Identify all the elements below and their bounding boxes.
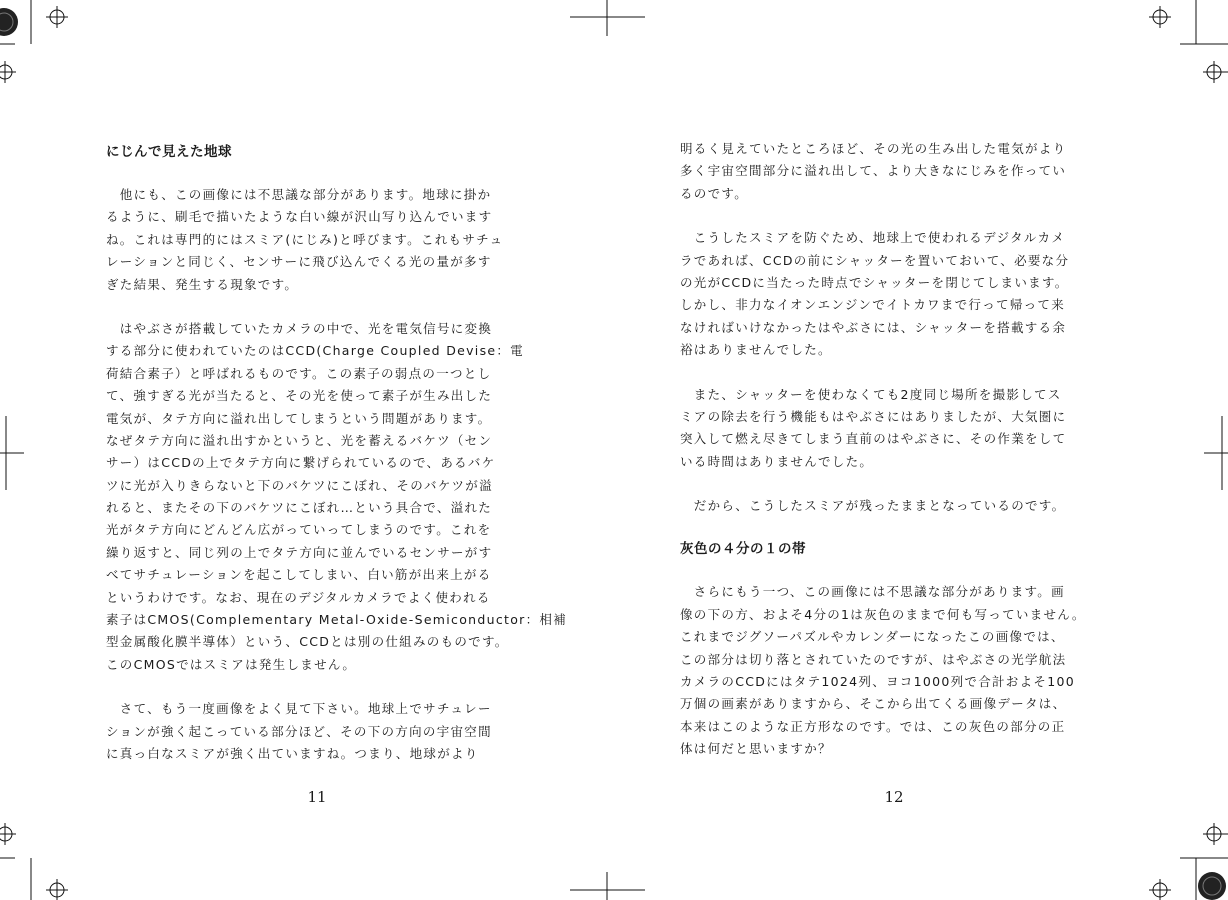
text-line: このCMOSではスミアは発生しません。 xyxy=(106,656,357,672)
text-line: 多く宇宙空間部分に溢れ出して、より大きなにじみを作ってい xyxy=(680,163,1067,179)
text-line: べてサチュレーションを起こしてしまい、白い筋が出来上がる xyxy=(106,567,492,583)
text-line: だから、こうしたスミアが残ったままとなっているのです。 xyxy=(680,498,1066,514)
section-heading-smear: にじんで見えた地球 xyxy=(106,144,232,160)
text-line: 繰り返すと、同じ列の上でタテ方向に並んでいるセンサーがす xyxy=(106,544,493,560)
left-page xyxy=(106,138,568,765)
text-line: て、強すぎる光が当たると、その光を使って素子が生み出した xyxy=(106,388,493,404)
text-line: 突入して燃え尽きてしまう直前のはやぶさに、その作業をして xyxy=(680,431,1067,447)
right-page-body-bottom xyxy=(680,581,1120,760)
paragraph xyxy=(680,581,1120,760)
text-line: ミアの除去を行う機能もはやぶさにはありましたが、大気圏に xyxy=(680,408,1067,424)
text-line: ツに光が入りきらないと下のバケツにこぼれ、そのバケツが溢 xyxy=(106,477,493,493)
text-line: 本来はこのような正方形なのです。では、この灰色の部分の正 xyxy=(680,718,1066,734)
text-line: 体は何だと思いますか？ xyxy=(680,741,832,757)
text-line: なぜタテ方向に溢れ出すかというと、光を蓄えるバケツ（セン xyxy=(106,432,493,448)
text-line: しかし、非力なイオンエンジンでイトカワまで行って帰って来 xyxy=(680,297,1066,313)
text-line: レーションと同じく、センサーに飛び込んでくる光の量が多す xyxy=(106,254,492,270)
text-line: ラであれば、CCDの前にシャッターを置いておいて、必要な分 xyxy=(680,252,1070,268)
text-line: 裕はありませんでした。 xyxy=(680,342,832,358)
page-number-left: 11 xyxy=(307,788,327,806)
paragraph xyxy=(680,495,1120,517)
text-line: 電気が、タテ方向に溢れ出してしまうという問題があります。 xyxy=(106,410,492,426)
text-line: 型金属酸化膜半導体）という、CCDとは別の仕組みのものです。 xyxy=(106,634,509,650)
paragraph xyxy=(680,138,1120,205)
text-line: 他にも、この画像には不思議な部分があります。地球に掛か xyxy=(106,187,492,202)
text-line: この部分は切り落とされていたのですが、はやぶさの光学航法 xyxy=(680,651,1067,667)
right-page xyxy=(680,138,1120,761)
text-line: に真っ白なスミアが強く出ていますね。つまり、地球がより xyxy=(106,745,479,761)
text-line: さらにもう一つ、この画像には不思議な部分があります。画 xyxy=(680,584,1065,600)
text-line: いる時間はありませんでした。 xyxy=(680,453,874,469)
text-line: るのです。 xyxy=(680,185,749,201)
text-line: これまでジグソーパズルやカレンダーになったこの画像では、 xyxy=(680,629,1065,645)
text-line: というわけです。なお、現在のデジタルカメラでよく使われる xyxy=(106,589,491,605)
text-line: 荷結合素子）と呼ばれるものです。この素子の弱点の一つとし xyxy=(106,365,492,381)
text-line: なければいけなかったはやぶさには、シャッターを搭載する余 xyxy=(680,319,1067,335)
text-line: する部分に使われていたのはCCD(Charge Coupled Devise：電 xyxy=(106,343,524,359)
paragraph xyxy=(680,227,1120,361)
text-line: ぎた結果、発生する現象です。 xyxy=(106,276,299,292)
paragraph xyxy=(106,698,531,765)
text-line: るように、刷毛で描いたような白い線が沢山写り込んでいます xyxy=(106,209,493,225)
paragraph xyxy=(106,318,568,676)
text-line: の光がCCDに当たった時点でシャッターを閉じてしまいます。 xyxy=(680,274,1069,290)
text-line: こうしたスミアを防ぐため、地球上で使われるデジタルカメ xyxy=(680,230,1066,246)
text-line: サー）はCCDの上でタテ方向に繋げられているので、あるバケ xyxy=(106,455,496,471)
text-line: カメラのCCDにはタテ1024列、ヨコ1000列で合計およそ100 xyxy=(680,674,1075,690)
section-heading-gray-band: 灰色の４分の１の帯 xyxy=(680,541,806,558)
left-page-body xyxy=(106,184,568,765)
paragraph xyxy=(106,184,531,296)
text-line: 明るく見えていたところほど、その光の生み出した電気がより xyxy=(680,141,1067,156)
text-line: ね。これは専門的にはスミア(にじみ)と呼びます。これもサチュ xyxy=(106,231,504,247)
text-line: また、シャッターを使わなくても2度同じ場所を撮影してス xyxy=(680,386,1062,402)
text-line: れると、またその下のバケツにこぼれ…という具合で、溢れた xyxy=(106,500,493,516)
paragraph xyxy=(680,384,1120,474)
text-line: 万個の画素がありますから、そこから出てくる画像データは、 xyxy=(680,696,1067,712)
text-line: さて、もう一度画像をよく見て下さい。地球上でサチュレー xyxy=(106,701,492,717)
text-line: 光がタテ方向にどんどん広がっていってしまうのです。これを xyxy=(106,522,492,538)
page-number-right: 12 xyxy=(884,788,904,806)
text-line: 素子はCMOS(Complementary Metal-Oxide-Semiconductor：相補 xyxy=(106,612,568,628)
text-line: ションが強く起こっている部分ほど、その下の方向の宇宙空間 xyxy=(106,723,492,739)
text-line: 像の下の方、およそ4分の1は灰色のままで何も写っていません。 xyxy=(680,606,1086,622)
right-page-body-top xyxy=(680,138,1120,517)
text-line: はやぶさが搭載していたカメラの中で、光を電気信号に変換 xyxy=(106,320,493,336)
